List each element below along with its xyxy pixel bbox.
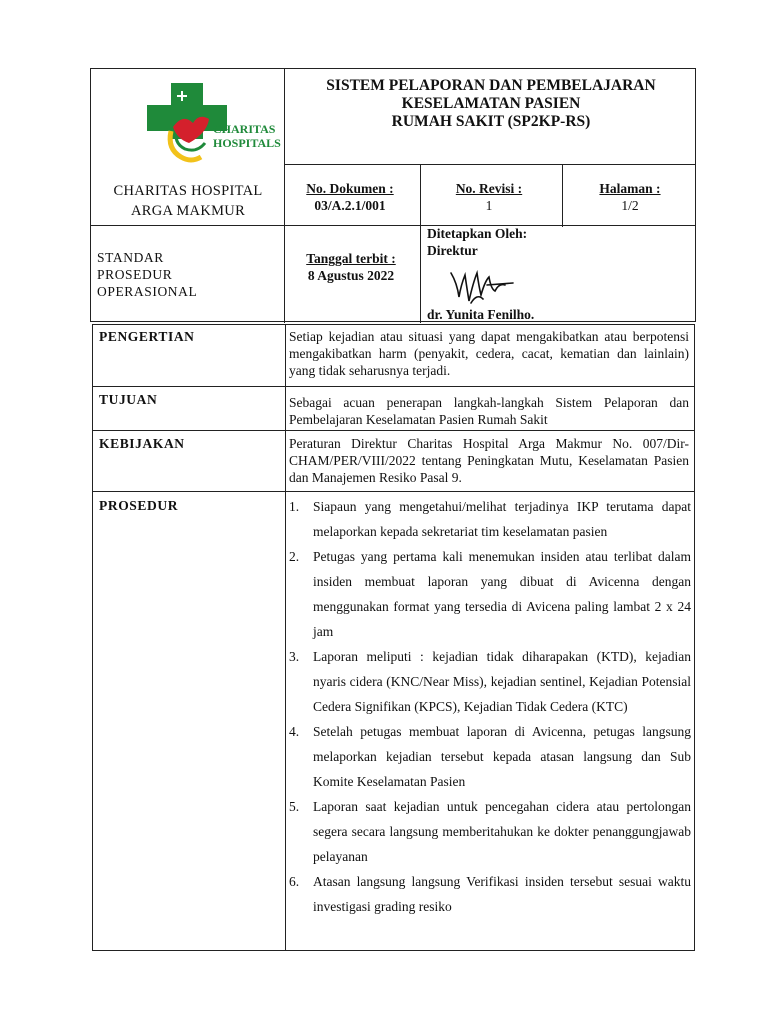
sop-line-2: PROSEDUR [97, 267, 173, 282]
document-number-value: 03/A.2.1/001 [314, 198, 386, 213]
page-value: 1/2 [621, 198, 639, 213]
revision-label: No. Revisi : [455, 181, 523, 196]
document-title [285, 77, 697, 131]
procedure-item-text: Laporan meliputi : kejadian tidak diharapakan (KTD), kejadian nyaris cidera (KNC/Near Miss), kejadian sentinel, Kejadian Potensial Cedera Signifikan (KPCS), Kejadian Tidak Cedera (KTC) [313, 649, 691, 714]
procedure-item-number: 5. [289, 799, 300, 814]
procedure-item-number: 2. [289, 549, 300, 564]
title-line-1: SISTEM PELAPORAN DAN PEMBELAJARAN [326, 77, 656, 94]
procedure-item [289, 544, 691, 644]
logo-text-hospitals: HOSPITALS [213, 136, 281, 150]
document-number-cell [285, 180, 415, 214]
hospital-name [91, 181, 285, 221]
document-number-label: No. Dokumen : [306, 181, 394, 196]
revision-cell [421, 180, 557, 214]
procedure-item [289, 719, 691, 794]
content-table [92, 324, 695, 951]
approver-title: Direktur [427, 243, 478, 258]
procedure-item [289, 869, 691, 919]
issue-date-label: Tanggal terbit : [306, 251, 396, 266]
procedure-item-number: 1. [289, 499, 300, 514]
procedure-item-text: Siapaun yang mengetahui/melihat terjadinya IKP terutama dapat melaporkan kepada sekretariat tim keselamatan pasien [313, 499, 691, 539]
director-signature [447, 263, 517, 309]
procedure-item [289, 494, 691, 544]
approved-by-label: Ditetapkan Oleh: [427, 226, 528, 241]
procedure-item-number: 4. [289, 724, 300, 739]
procedure-item [289, 644, 691, 719]
header-table [90, 68, 696, 322]
section-label-tujuan: TUJUAN [99, 392, 158, 407]
hospital-name-line-1: CHARITAS HOSPITAL [113, 183, 263, 199]
section-text-kebijakan: Peraturan Direktur Charitas Hospital Arga Makmur No. 007/Dir-CHAM/PER/VIII/2022 tentang Peningkatan Mutu, Keselamatan Pasien dan Manajemen Resiko Pasal 9. [289, 436, 689, 485]
revision-value: 1 [485, 198, 493, 213]
sop-line-3: OPERASIONAL [97, 284, 198, 299]
section-text-pengertian: Setiap kejadian atau situasi yang dapat mengakibatkan atau berpotensi mengakibatkan harm (penyakit, cedera, cacat, kematian dan lainlain) yang tidak seharusnya terjadi. [289, 329, 689, 378]
issue-date-cell [285, 250, 417, 284]
procedure-item-text: Laporan saat kejadian untuk pencegahan cidera atau pertolongan segera secara langsung memberitahukan ke dokter penanggungjawab pelayanan [313, 799, 691, 864]
section-label-prosedur: PROSEDUR [99, 498, 179, 513]
procedure-item-number: 6. [289, 874, 300, 889]
section-label-pengertian: PENGERTIAN [99, 329, 195, 344]
page-cell [563, 180, 697, 214]
title-line-2: KESELAMATAN PASIEN [401, 95, 581, 112]
section-text-tujuan: Sebagai acuan penerapan langkah-langkah Sistem Pelaporan dan Pembelajaran Keselamatan Pasien Rumah Sakit [289, 395, 689, 427]
hospital-name-line-2: ARGA MAKMUR [130, 203, 246, 219]
title-line-3: RUMAH SAKIT (SP2KP-RS) [391, 113, 591, 130]
approval-cell [427, 225, 695, 259]
page-label: Halaman : [599, 181, 661, 196]
procedure-item-number: 3. [289, 649, 300, 664]
procedure-item-text: Setelah petugas membuat laporan di Avicenna, petugas langsung melaporkan kejadian tersebut kepada atasan langsung dan Sub Komite Keselamatan Pasien [313, 724, 691, 789]
sop-label [97, 249, 277, 300]
signer-name: dr. Yunita Fenilho. [427, 307, 535, 322]
sop-line-1: STANDAR [97, 250, 164, 265]
section-label-kebijakan: KEBIJAKAN [99, 436, 185, 451]
procedure-item-text: Petugas yang pertama kali menemukan insiden atau terlibat dalam insiden membuat laporan yang dibuat di Avicenna dengan menggunakan format yang tersedia di Avicena paling lambat 2 x 24 jam [313, 549, 691, 639]
procedure-list [289, 494, 691, 919]
logo-text-charitas: CHARITAS [213, 122, 276, 136]
charitas-hospital-logo [127, 77, 281, 163]
procedure-item [289, 794, 691, 869]
issue-date-value: 8 Agustus 2022 [307, 268, 395, 283]
procedure-item-text: Atasan langsung langsung Verifikasi insiden tersebut sesuai waktu investigasi grading resiko [313, 874, 691, 914]
